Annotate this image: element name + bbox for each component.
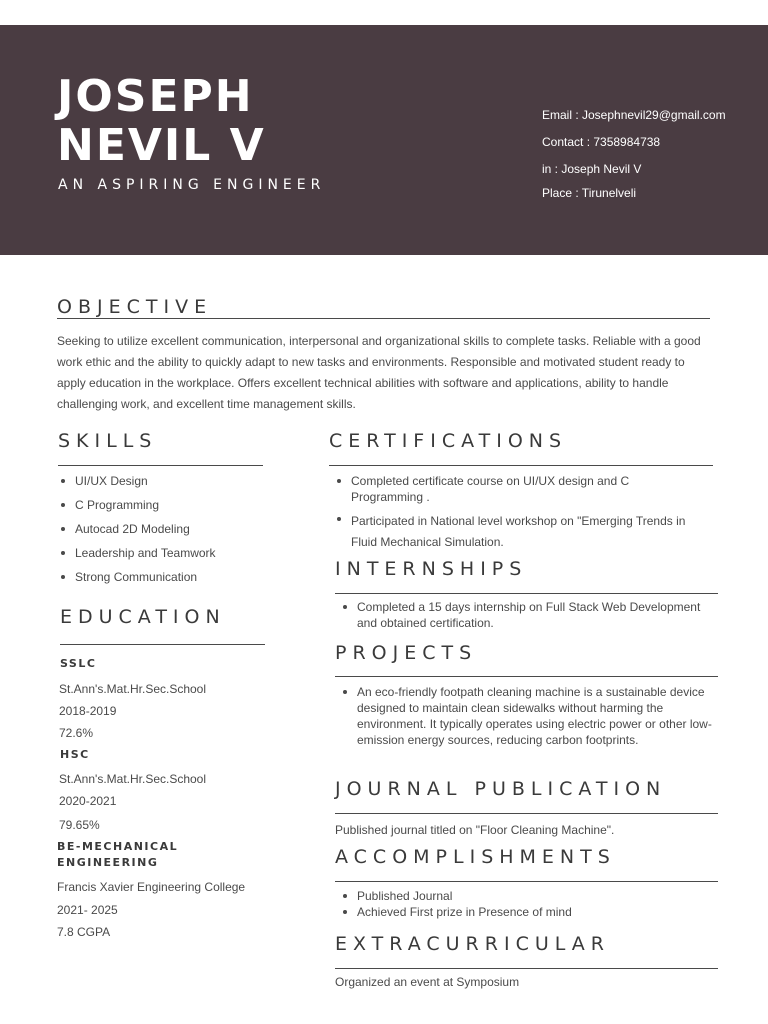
extracurricular-divider bbox=[335, 968, 718, 969]
certification-item: Participated in National level workshop on "Emerging Trends in Fluid Mechanical Simulation. bbox=[334, 511, 694, 553]
journal-text: Published journal titled on "Floor Cleaning Machine". bbox=[335, 823, 615, 837]
skills-divider bbox=[58, 465, 263, 466]
skills-title: SKILLS bbox=[58, 430, 158, 452]
skills-list bbox=[58, 473, 268, 593]
certifications-list bbox=[334, 473, 694, 553]
contact-email: Email : Josephnevil29@gmail.com bbox=[542, 108, 726, 122]
objective-text: Seeking to utilize excellent communication, interpersonal and organizational skills to complete tasks. Reliable with a good work ethic and the ability to quickly adapt to new tasks and environments. Responsible and motivated student ready to apply education in the workplace. Offers excellent technical abilities with software and applications, ability to handle challenging work, and excellent time management skills. bbox=[57, 334, 701, 411]
accomplishments-title: ACCOMPLISHMENTS bbox=[335, 846, 616, 868]
edu-school: Francis Xavier Engineering College bbox=[57, 880, 246, 894]
contact-place: Place : Tirunelveli bbox=[542, 186, 637, 200]
edu-school: St.Ann's.Mat.Hr.Sec.School bbox=[59, 772, 207, 786]
edu-heading: SSLC bbox=[60, 657, 97, 670]
edu-years: 2018-2019 bbox=[59, 704, 117, 718]
skill-item: Leadership and Teamwork bbox=[58, 545, 268, 569]
edu-heading: BE-MECHANICAL ENGINEERING bbox=[57, 840, 179, 869]
certifications-title: CERTIFICATIONS bbox=[329, 430, 568, 452]
education-title: EDUCATION bbox=[60, 606, 226, 628]
contact-phone: Contact : 7358984738 bbox=[542, 135, 661, 149]
skill-item: UI/UX Design bbox=[58, 473, 268, 497]
projects-title: PROJECTS bbox=[335, 642, 478, 664]
projects-divider bbox=[335, 676, 718, 677]
accomplishment-item: Achieved First prize in Presence of mind bbox=[340, 904, 710, 920]
certification-item: Completed certificate course on UI/UX design and C Programming . bbox=[334, 473, 694, 505]
projects-list bbox=[340, 684, 718, 748]
edu-score: 7.8 CGPA bbox=[57, 925, 111, 939]
edu-years: 2021- 2025 bbox=[57, 903, 118, 917]
education-divider bbox=[60, 644, 265, 645]
accomplishments-divider bbox=[335, 881, 718, 882]
skill-item: C Programming bbox=[58, 497, 268, 521]
edu-score: 72.6% bbox=[59, 726, 94, 740]
skill-item: Strong Communication bbox=[58, 569, 268, 593]
extracurricular-text: Organized an event at Symposium bbox=[335, 975, 520, 989]
name-line-1: JOSEPH bbox=[57, 71, 254, 122]
internships-divider bbox=[335, 593, 718, 594]
internships-list bbox=[340, 599, 710, 631]
journal-title: JOURNAL PUBLICATION bbox=[335, 778, 667, 800]
edu-heading: HSC bbox=[60, 748, 90, 761]
internship-item: Completed a 15 days internship on Full Stack Web Development and obtained certification. bbox=[340, 599, 710, 631]
edu-years: 2020-2021 bbox=[59, 794, 117, 808]
objective-divider bbox=[57, 318, 710, 319]
tagline: AN ASPIRING ENGINEER bbox=[58, 177, 326, 193]
accomplishment-item: Published Journal bbox=[340, 888, 710, 904]
extracurricular-title: EXTRACURRICULAR bbox=[335, 933, 610, 955]
accomplishments-list bbox=[340, 888, 710, 920]
project-item: An eco-friendly footpath cleaning machine is a sustainable device designed to maintain clean sidewalks without harming the environment. It typically operates using electric power or other low-emission energy sources, reducing carbon footprints. bbox=[340, 684, 718, 748]
edu-school: St.Ann's.Mat.Hr.Sec.School bbox=[59, 682, 207, 696]
internships-title: INTERNSHIPS bbox=[335, 558, 528, 580]
contact-linkedin: in : Joseph Nevil V bbox=[542, 162, 642, 176]
header-banner bbox=[0, 25, 768, 255]
certifications-divider bbox=[329, 465, 713, 466]
edu-score: 79.65% bbox=[59, 818, 100, 832]
name-line-2: NEVIL V bbox=[57, 120, 266, 171]
skill-item: Autocad 2D Modeling bbox=[58, 521, 268, 545]
journal-divider bbox=[335, 813, 718, 814]
objective-title: OBJECTIVE bbox=[57, 296, 213, 318]
